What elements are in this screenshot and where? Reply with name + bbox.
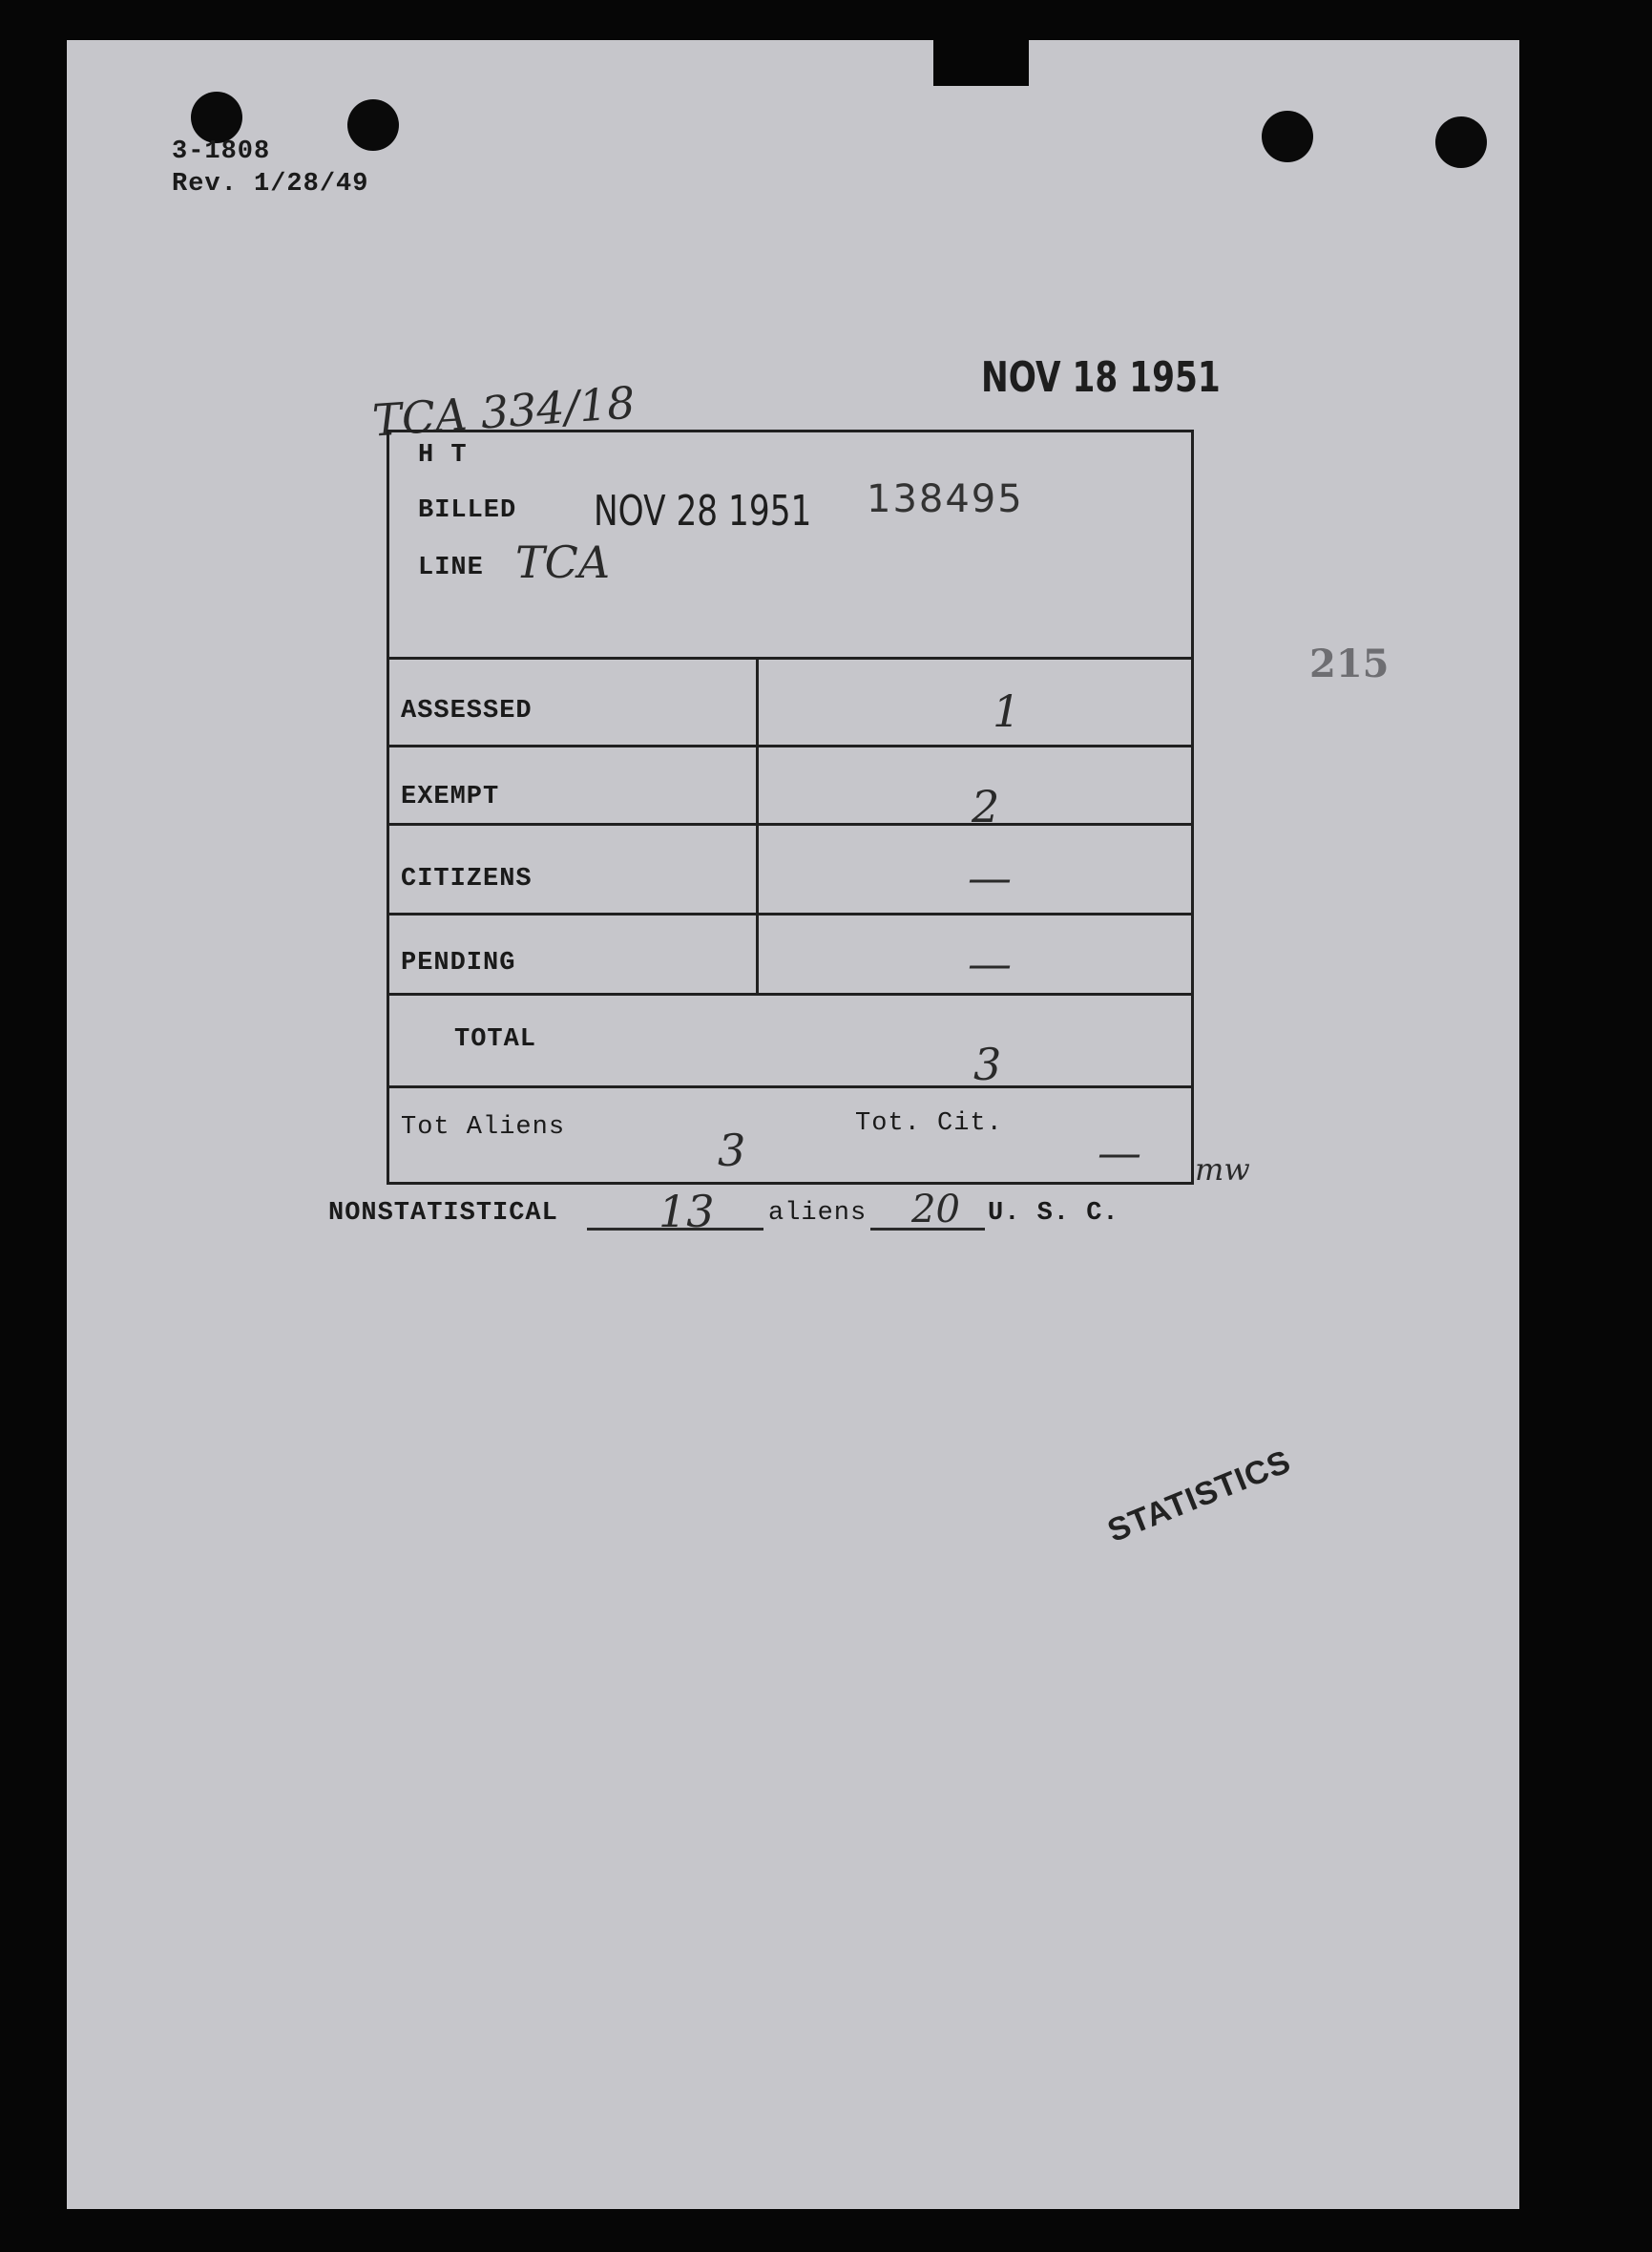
- column-divider: [756, 657, 759, 996]
- handwritten-initials: mw: [1195, 1151, 1250, 1188]
- form-revision: Rev. 1/28/49: [172, 170, 369, 199]
- label-ht: H T: [418, 441, 468, 470]
- row-label: EXEMPT: [401, 783, 500, 811]
- nonstatistical-usc-value: 20: [911, 1188, 960, 1231]
- tot-aliens-label: Tot Aliens: [401, 1113, 566, 1142]
- handwritten-line-value: TCA: [515, 537, 611, 588]
- statistics-stamp: STATISTICS: [1102, 1442, 1297, 1550]
- form-number: 3-1808: [172, 137, 271, 166]
- date-stamp-billed: NOV 28 1951: [594, 487, 812, 536]
- tot-cit-value: —: [1098, 1126, 1141, 1178]
- divider: [387, 745, 1191, 747]
- label-line: LINE: [418, 554, 484, 582]
- punch-hole: [1435, 116, 1487, 168]
- nonstatistical-aliens-value: 13: [659, 1186, 715, 1237]
- label-billed: BILLED: [418, 496, 517, 525]
- row-value: 2: [972, 781, 1000, 832]
- serial-number: 138495: [867, 477, 1024, 521]
- tot-aliens-value: 3: [718, 1125, 746, 1176]
- divider: [387, 913, 1191, 916]
- divider: [387, 657, 1191, 660]
- statistics-form-box: [387, 430, 1194, 1185]
- divider: [387, 1085, 1191, 1088]
- row-value: —: [968, 937, 1012, 989]
- divider: [387, 823, 1191, 826]
- paper-tab: [933, 40, 1029, 86]
- page-number: 215: [1309, 642, 1390, 686]
- punch-hole: [1262, 111, 1313, 162]
- date-stamp-top: NOV 18 1951: [981, 353, 1221, 402]
- row-label: PENDING: [401, 949, 516, 978]
- usc-label: U. S. C.: [988, 1199, 1119, 1228]
- aliens-label: aliens: [768, 1199, 868, 1228]
- nonstatistical-label: NONSTATISTICAL: [328, 1199, 558, 1228]
- row-label: CITIZENS: [401, 865, 533, 894]
- tot-cit-label: Tot. Cit.: [855, 1109, 1003, 1138]
- total-label: TOTAL: [454, 1025, 537, 1054]
- divider: [387, 993, 1191, 996]
- row-value: —: [968, 852, 1012, 903]
- punch-hole: [347, 99, 399, 151]
- punch-hole: [191, 92, 242, 143]
- handwritten-reference: TCA 334/18: [370, 376, 638, 447]
- row-label: ASSESSED: [401, 697, 533, 726]
- total-value: 3: [973, 1039, 1002, 1090]
- row-value: 1: [993, 685, 1021, 737]
